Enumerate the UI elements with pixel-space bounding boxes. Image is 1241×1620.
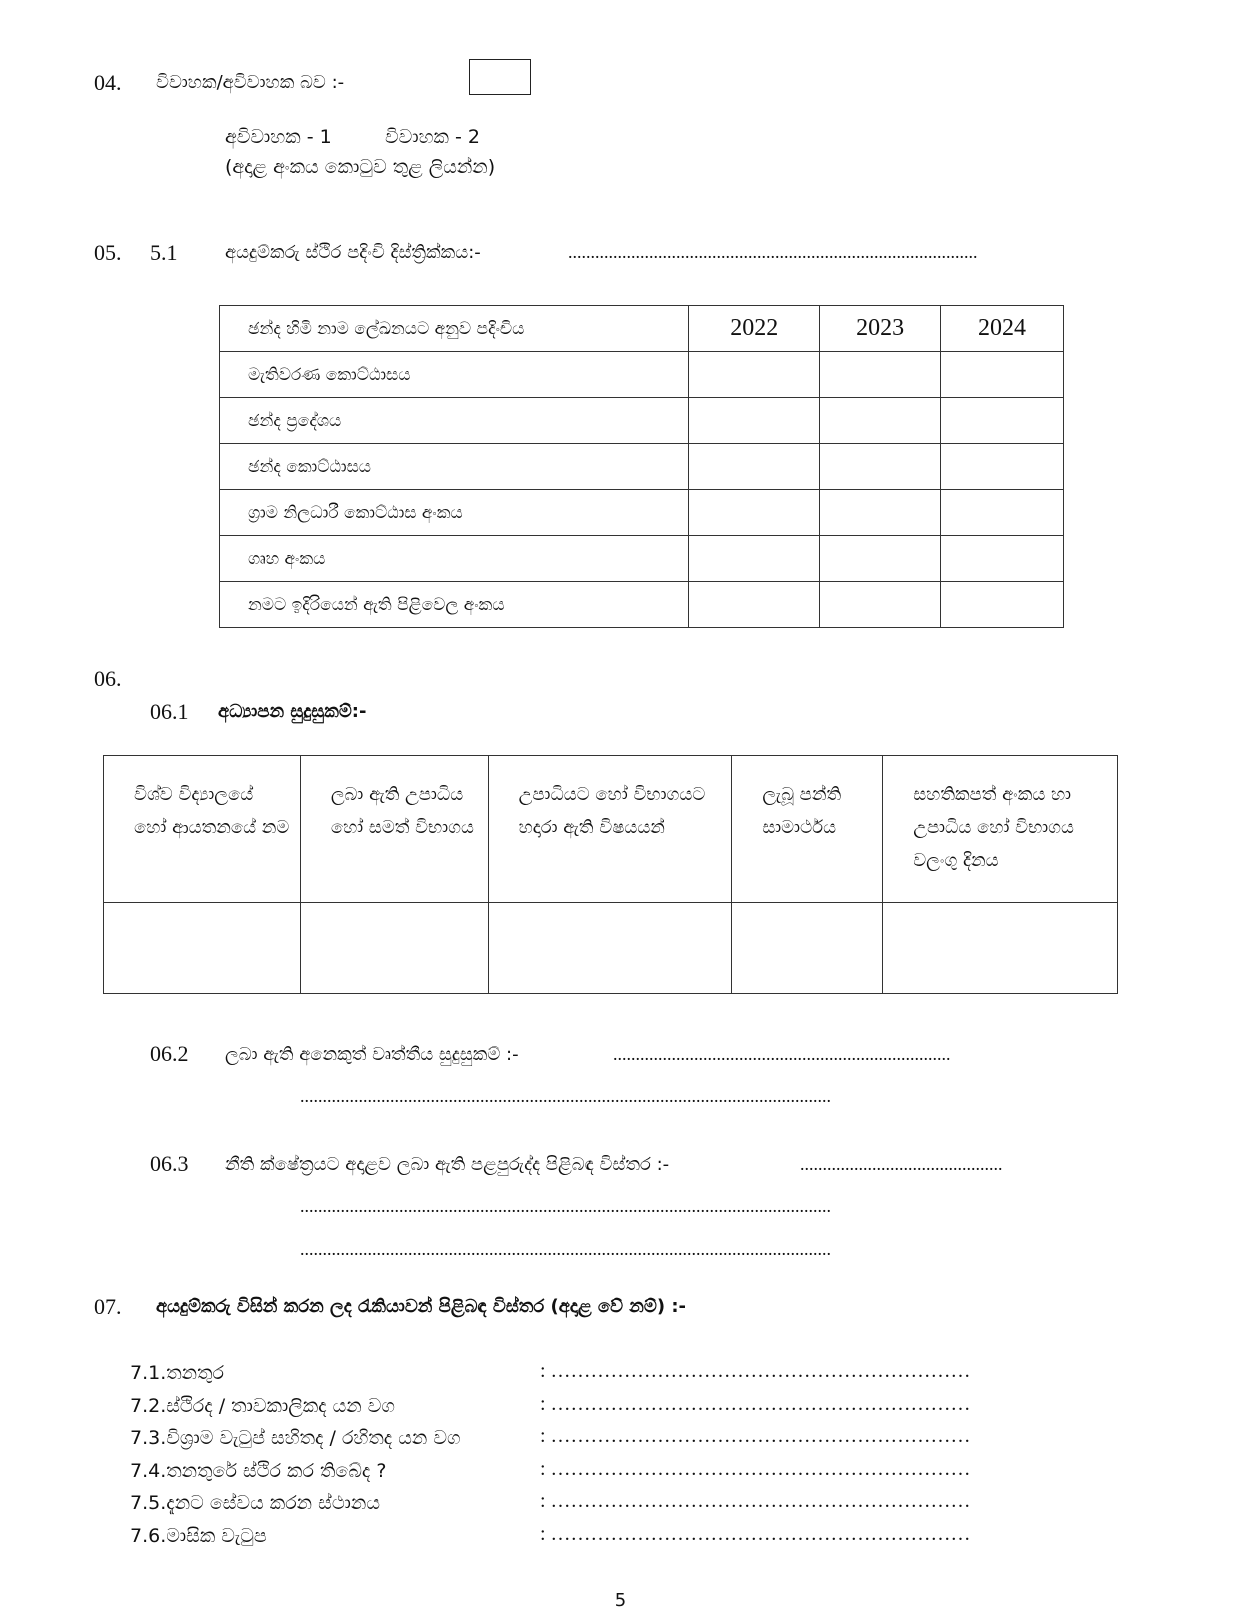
marital-status-box[interactable] <box>469 59 531 95</box>
q04-option-married: විවාහක - 2 <box>385 126 480 148</box>
cell-input[interactable] <box>820 352 941 398</box>
table-row <box>220 536 1064 582</box>
table-row <box>220 490 1064 536</box>
q04-number: 04. <box>94 70 122 95</box>
q06-3-label: නීති ක්ෂේත්‍රයට අදාළව ලබා ඇති පළපුරුද්ද පිළිබඳ විස්තර :- <box>225 1154 670 1175</box>
page-number: 5 <box>614 1590 627 1611</box>
employment-item-field[interactable]: : ……………………………………………………… <box>540 1425 971 1447</box>
list-item <box>130 1490 1110 1523</box>
cell-input[interactable] <box>689 490 820 536</box>
employment-item-label: 7.3.විශ්‍රාම වැටුප් සහිතද / රහිතද යන වග <box>130 1427 461 1449</box>
employment-item-label: 7.2.ස්ථිරද / තාවකාලිකද යන වග <box>130 1394 395 1417</box>
employment-list <box>130 1360 1110 1555</box>
q06-number: 06. <box>94 666 122 691</box>
cell-input[interactable] <box>689 582 820 628</box>
cell-input[interactable] <box>941 352 1064 398</box>
q05-sub-number: 5.1 <box>150 240 178 265</box>
legal-experience-field[interactable]: ............................................. <box>800 1154 1003 1174</box>
employment-item-field[interactable]: : ……………………………………………………… <box>540 1522 971 1545</box>
cell-input[interactable] <box>820 536 941 582</box>
cell-input[interactable] <box>732 903 883 994</box>
cell-input[interactable] <box>820 490 941 536</box>
q05-label: අයදුම්කරු ස්ථිර පදිංචි දිස්ත්‍රික්කය:- <box>225 242 481 263</box>
table-row <box>220 444 1064 490</box>
list-item <box>130 1425 1110 1458</box>
q06-1-number: 06.1 <box>150 699 189 724</box>
table-row <box>220 582 1064 628</box>
row-label: ඡන්ද ප්‍රදේශය <box>220 398 689 444</box>
list-item <box>130 1360 1110 1393</box>
cell-input[interactable] <box>883 903 1118 994</box>
table-row <box>220 398 1064 444</box>
row-label: ඡන්ද කොට්ඨාසය <box>220 444 689 490</box>
edu-header: උපාධියට හෝ විභාගයට හදාරා ඇති විෂයයන් <box>488 756 732 903</box>
cell-input[interactable] <box>941 398 1064 444</box>
cell-input[interactable] <box>820 582 941 628</box>
cell-input[interactable] <box>300 903 488 994</box>
edu-header: විශ්ව විද්‍යාලයේ හෝ ආයතනයේ නම <box>104 756 301 903</box>
cell-input[interactable] <box>941 490 1064 536</box>
employment-item-field[interactable]: : ……………………………………………………… <box>540 1360 971 1382</box>
legal-experience-field-line3[interactable]: ...................................................................................................................... <box>300 1239 831 1259</box>
q06-2-label: ලබා ඇති අනෙකුත් වෘත්තීය සුදුසුකම් :- <box>225 1044 519 1065</box>
cell-input[interactable] <box>689 398 820 444</box>
cell-input[interactable] <box>941 444 1064 490</box>
district-field[interactable]: ........................................................................................... <box>568 242 978 262</box>
q07-label: අයදුම්කරු විසින් කරන ලද රැකියාවන් පිළිබඳ විස්තර (අදාළ වේ නම්) :- <box>156 1296 687 1317</box>
q06-2-number: 06.2 <box>150 1041 189 1066</box>
cell-input[interactable] <box>104 903 301 994</box>
edu-header: ලැබූ පන්ති සාමාර්ථය <box>732 756 883 903</box>
employment-item-label: 7.6.මාසික වැටුප <box>130 1524 267 1547</box>
cell-input[interactable] <box>941 582 1064 628</box>
q06-3-number: 06.3 <box>150 1151 189 1176</box>
education-table <box>103 755 1118 994</box>
row-label: මැතිවරණ කොට්ඨාසය <box>220 352 689 398</box>
row-label: නමට ඉදිරියෙන් ඇති පිළිවෙල අංකය <box>220 582 689 628</box>
legal-experience-field-line2[interactable]: ...................................................................................................................... <box>300 1196 831 1216</box>
employment-item-label: 7.1.තනතුර <box>130 1362 225 1384</box>
cell-input[interactable] <box>689 444 820 490</box>
q04-instruction: (අදාළ අංකය කොටුව තුළ ලියන්න) <box>225 156 496 178</box>
residence-header-label: ඡන්ද හිමි නාම ලේඛනයට අනුව පදිංචිය <box>220 306 689 352</box>
list-item <box>130 1458 1110 1491</box>
table-row <box>104 903 1118 994</box>
cell-input[interactable] <box>820 398 941 444</box>
edu-header: සහතිකපත් අංකය හා උපාධිය හෝ විභාගය වලංගු දිනය <box>883 756 1118 903</box>
q04-option-unmarried: අවිවාහක - 1 <box>225 126 332 148</box>
residence-table <box>219 305 1064 628</box>
edu-header: ලබා ඇති උපාධිය හෝ සමත් විභාගය <box>300 756 488 903</box>
employment-item-label: 7.4.තනතුරේ ස්ථිර කර තිබේද ? <box>130 1459 387 1482</box>
year-header: 2023 <box>820 306 941 352</box>
row-label: ගෘහ අංකය <box>220 536 689 582</box>
table-row <box>220 352 1064 398</box>
residence-table-header <box>220 306 1064 352</box>
q04-label: විවාහක/අවිවාහක බව :- <box>156 72 345 93</box>
q07-number: 07. <box>94 1294 122 1319</box>
cell-input[interactable] <box>689 352 820 398</box>
year-header: 2024 <box>941 306 1064 352</box>
year-header: 2022 <box>689 306 820 352</box>
cell-input[interactable] <box>820 444 941 490</box>
cell-input[interactable] <box>941 536 1064 582</box>
employment-item-field[interactable]: : ……………………………………………………… <box>540 1392 971 1415</box>
employment-item-label: 7.5.දැනට සේවය කරන ස්ථානය <box>130 1492 381 1514</box>
cell-input[interactable] <box>488 903 732 994</box>
education-table-header <box>104 756 1118 903</box>
employment-item-field[interactable]: : ……………………………………………………… <box>540 1457 971 1480</box>
row-label: ග්‍රාම නිලධාරී කොට්ඨාස අංකය <box>220 490 689 536</box>
list-item <box>130 1393 1110 1426</box>
cell-input[interactable] <box>689 536 820 582</box>
employment-item-field[interactable]: : ……………………………………………………… <box>540 1490 971 1512</box>
q06-1-label: අධ්‍යාපන සුදුසුකම්:- <box>218 701 367 722</box>
q05-number: 05. <box>94 240 122 265</box>
list-item <box>130 1523 1110 1556</box>
other-qualifications-field-line2[interactable]: ...................................................................................................................... <box>300 1086 831 1106</box>
other-qualifications-field[interactable]: ........................................................................... <box>613 1044 951 1064</box>
